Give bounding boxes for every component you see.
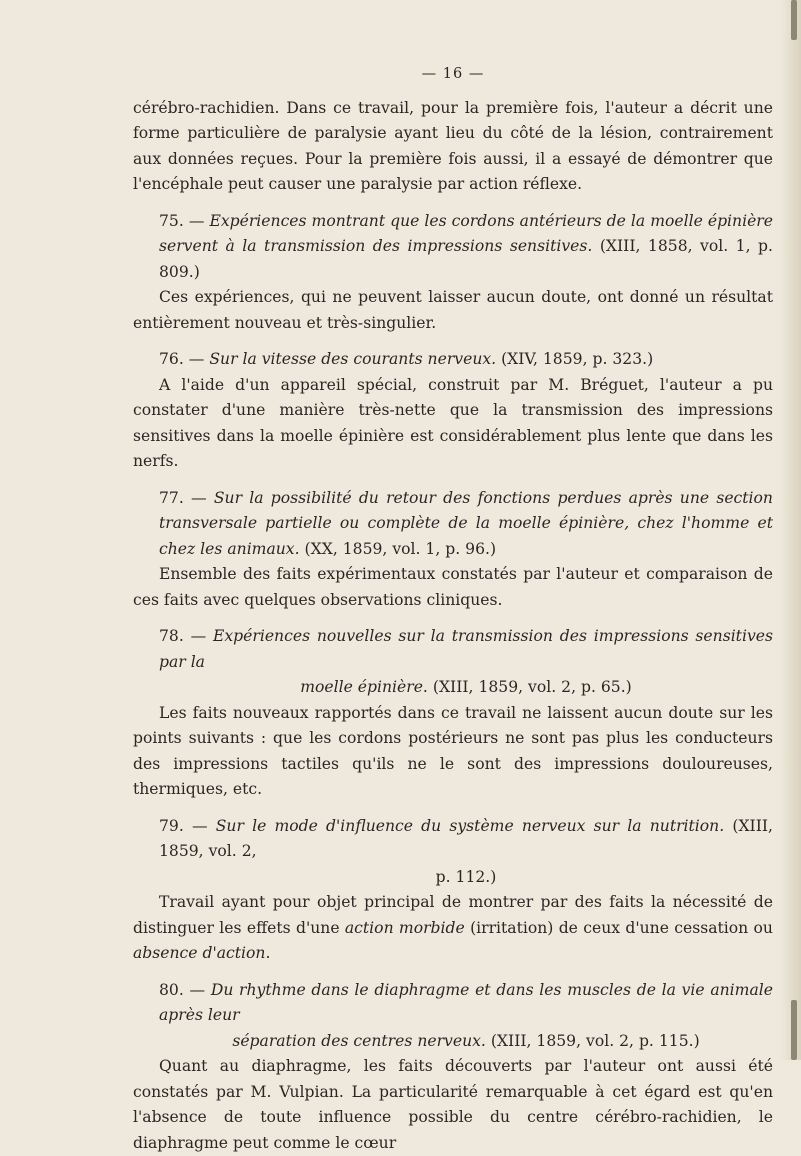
entry-number: 76.: [159, 350, 184, 368]
entry-reference: (XIII, 1859, vol. 2, p. 115.): [491, 1032, 700, 1050]
entry-body-text: Travail ayant pour objet principal de montrer par des faits la nécessité de distinguer les effets d'une: [133, 893, 773, 937]
entry-76: [133, 347, 773, 475]
emphasis-absence-d-action: absence d'action: [133, 944, 265, 962]
entry-dash: —: [191, 627, 207, 645]
entry-heading: [133, 978, 773, 1055]
entry-heading: [133, 486, 773, 563]
entry-80: [133, 978, 773, 1156]
entry-number: 80.: [159, 981, 184, 999]
entry-dash: —: [191, 489, 207, 507]
entry-reference-continuation: p. 112.): [436, 868, 497, 886]
page-edge-shadow: [779, 0, 801, 1060]
entry-title: Sur le mode d'influence du système nerveux sur la nutrition.: [216, 817, 724, 835]
entry-reference: (XX, 1859, vol. 1, p. 96.): [305, 540, 497, 558]
entry-dash: —: [192, 817, 208, 835]
entry-heading: [133, 347, 773, 373]
entry-dash: —: [189, 212, 205, 230]
entry-title: Du rhythme dans le diaphragme et dans les muscles de la vie animale après leur: [159, 981, 773, 1025]
page-edge-mark: [791, 1000, 797, 1060]
entry-number: 77.: [159, 489, 184, 507]
entry-75: [133, 209, 773, 337]
entry-body: Les faits nouveaux rapportés dans ce travail ne laissent aucun doute sur les points suivants : que les cordons postérieurs ne sont pas plus les conducteurs des impressions tactiles qu'ils ne le sont des impressions douloureuses, thermiques, etc.: [133, 701, 773, 803]
entry-dash: —: [190, 981, 206, 999]
entry-dash: —: [189, 350, 205, 368]
entry-reference: (XIII, 1859, vol. 2, p. 65.): [433, 678, 632, 696]
entry-number: 78.: [159, 627, 184, 645]
entry-title-continuation: moelle épinière.: [300, 678, 428, 696]
entry-body-text: (irritation) de ceux d'une cessation ou: [470, 919, 773, 937]
emphasis-action-morbide: action morbide: [345, 919, 465, 937]
entry-title: Expériences nouvelles sur la transmission des impressions sensitives par la: [159, 627, 773, 671]
entry-body: Ces expériences, qui ne peuvent laisser aucun doute, ont donné un résultat entièrement nouveau et très-singulier.: [133, 285, 773, 336]
entry-reference: (XIV, 1859, p. 323.): [501, 350, 653, 368]
entry-number: 75.: [159, 212, 184, 230]
entry-heading: [133, 624, 773, 701]
entry-body: Quant au diaphragme, les faits découverts par l'auteur ont aussi été constatés par M. Vulpian. La particularité remarquable à cet égard est qu'en l'absence de toute influence possible du centre cérébro-rachidien, le diaphragme peut comme le cœur: [133, 1054, 773, 1156]
page-body: [133, 62, 773, 1156]
entry-title: Sur la possibilité du retour des fonctions perdues après une section transversale partielle ou complète de la moelle épinière, chez l'homme et chez les animaux.: [159, 489, 773, 558]
entry-number: 79.: [159, 817, 184, 835]
entry-body: [133, 890, 773, 967]
page-number: — 16 —: [133, 62, 773, 88]
page-edge-mark: [791, 0, 797, 40]
entry-heading-continuation: [159, 675, 773, 701]
entry-title-continuation: séparation des centres nerveux.: [232, 1032, 486, 1050]
entry-body-text: .: [265, 944, 270, 962]
entry-reference: (XIII, 1859, vol. 2,: [159, 817, 773, 861]
entry-body: A l'aide d'un appareil spécial, construit par M. Bréguet, l'auteur a pu constater d'une manière très-nette que la transmission des impressions sensitives dans la moelle épinière est considérablement plus lente que dans les nerfs.: [133, 373, 773, 475]
entry-body: Ensemble des faits expérimentaux constatés par l'auteur et comparaison de ces faits avec quelques observations cliniques.: [133, 562, 773, 613]
entry-heading: [133, 814, 773, 891]
entry-77: [133, 486, 773, 614]
entry-title: Expériences montrant que les cordons antérieurs de la moelle épinière servent à la transmission des impressions sensitives.: [159, 212, 773, 256]
entry-reference: (XIII, 1858, vol. 1, p. 809.): [159, 237, 773, 281]
entry-heading-continuation: [159, 1029, 773, 1055]
entry-heading-continuation: [159, 865, 773, 891]
entry-title: Sur la vitesse des courants nerveux.: [209, 350, 496, 368]
intro-paragraph: cérébro-rachidien. Dans ce travail, pour la première fois, l'auteur a décrit une forme particulière de paralysie ayant lieu du côté de la lésion, contrairement aux données reçues. Pour la première fois aussi, il a essayé de démontrer que l'encéphale peut causer une paralysie par action réflexe.: [133, 96, 773, 198]
entry-heading: [133, 209, 773, 286]
entry-79: [133, 814, 773, 967]
entry-78: [133, 624, 773, 803]
